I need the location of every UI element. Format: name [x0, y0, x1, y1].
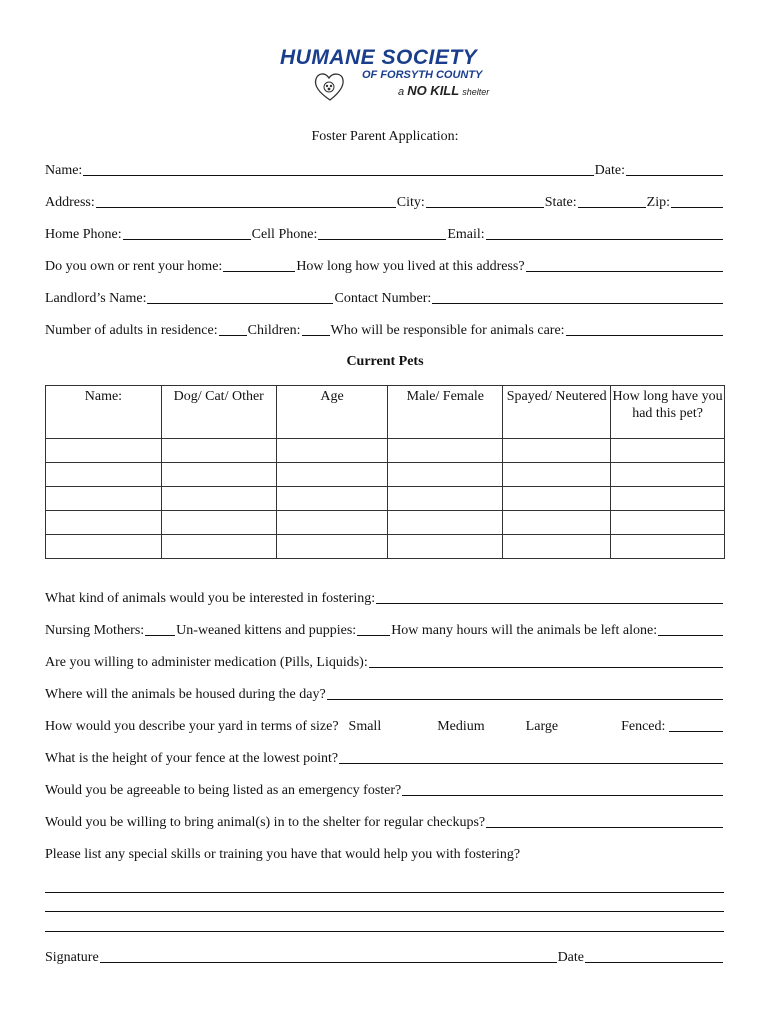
table-cell[interactable]	[503, 487, 611, 511]
row-kind-of-animals	[45, 588, 724, 608]
name-field[interactable]	[83, 175, 593, 176]
table-header-row	[46, 386, 725, 439]
table-cell[interactable]	[276, 511, 388, 535]
cell-phone-field[interactable]	[318, 239, 446, 240]
contact-number-field[interactable]	[432, 303, 723, 304]
children-label: Children:	[247, 323, 301, 338]
city-field[interactable]	[426, 207, 544, 208]
form-title: Foster Parent Application:	[311, 129, 459, 144]
address-field[interactable]	[96, 207, 396, 208]
table-row	[46, 535, 725, 559]
table-cell[interactable]	[611, 463, 725, 487]
kind-of-animals-field[interactable]	[376, 603, 723, 604]
unweaned-label: Un-weaned kittens and puppies:	[176, 623, 357, 638]
current-pets-table	[45, 385, 725, 559]
yard-size-label: How would you describe your yard in terms of size?	[45, 719, 339, 734]
checkups-field[interactable]	[486, 827, 723, 828]
fenced-field[interactable]	[669, 731, 723, 732]
medication-label: Are you willing to administer medication (Pills, Liquids):	[45, 655, 368, 670]
table-cell[interactable]	[388, 511, 503, 535]
table-cell[interactable]	[46, 511, 162, 535]
email-field[interactable]	[486, 239, 723, 240]
home-phone-label: Home Phone:	[45, 227, 122, 242]
table-cell[interactable]	[611, 439, 725, 463]
skills-line-3[interactable]	[45, 931, 724, 932]
cell-phone-label: Cell Phone:	[251, 227, 318, 242]
table-cell[interactable]	[388, 535, 503, 559]
row-name-date	[45, 160, 724, 180]
emergency-label: Would you be agreeable to being listed as an emergency foster?	[45, 783, 402, 798]
landlord-field[interactable]	[147, 303, 333, 304]
table-cell[interactable]	[161, 463, 276, 487]
nursing-mothers-field[interactable]	[145, 635, 175, 636]
table-row	[46, 439, 725, 463]
signature-field[interactable]	[100, 962, 557, 963]
row-own-rent	[45, 256, 724, 276]
table-cell[interactable]	[503, 535, 611, 559]
hours-alone-label: How many hours will the animals be left alone:	[391, 623, 658, 638]
skills-line-2[interactable]	[45, 911, 724, 912]
home-phone-field[interactable]	[123, 239, 251, 240]
table-cell[interactable]	[276, 463, 388, 487]
col-name: Name:	[46, 386, 162, 439]
table-cell[interactable]	[161, 487, 276, 511]
landlord-label: Landlord’s Name:	[45, 291, 147, 306]
skills-label: Please list any special skills or training you have that would help you with fostering?	[45, 847, 521, 862]
housed-label: Where will the animals be housed during the day?	[45, 687, 326, 702]
logo-tagline: a NO KILL shelter	[398, 83, 490, 98]
row-nursing	[45, 620, 724, 640]
zip-field[interactable]	[671, 207, 723, 208]
yard-large-option[interactable]: Large	[525, 719, 559, 734]
fence-height-field[interactable]	[339, 763, 723, 764]
table-cell[interactable]	[503, 511, 611, 535]
logo-subtitle: OF FORSYTH COUNTY	[362, 69, 483, 81]
table-cell[interactable]	[611, 511, 725, 535]
table-cell[interactable]	[388, 487, 503, 511]
address-label: Address:	[45, 195, 95, 210]
responsible-field[interactable]	[566, 335, 723, 336]
signature-date-field[interactable]	[585, 962, 723, 963]
kind-of-animals-label: What kind of animals would you be interested in fostering:	[45, 591, 376, 606]
table-cell[interactable]	[276, 439, 388, 463]
table-cell[interactable]	[276, 487, 388, 511]
row-medication	[45, 652, 724, 672]
row-housed	[45, 684, 724, 704]
col-spayed: Spayed/ Neutered	[503, 386, 611, 439]
row-emergency	[45, 780, 724, 800]
unweaned-field[interactable]	[357, 635, 390, 636]
zip-label: Zip:	[646, 195, 670, 210]
own-rent-label: Do you own or rent your home:	[45, 259, 223, 274]
table-row	[46, 511, 725, 535]
children-field[interactable]	[302, 335, 330, 336]
city-label: City:	[396, 195, 425, 210]
table-cell[interactable]	[503, 463, 611, 487]
signature-label: Signature	[45, 950, 99, 965]
row-fence-height	[45, 748, 724, 768]
current-pets-heading: Current Pets	[346, 354, 424, 369]
skills-line-1[interactable]	[45, 892, 724, 893]
responsible-label: Who will be responsible for animals care:	[330, 323, 565, 338]
row-signature	[45, 947, 724, 967]
emergency-field[interactable]	[402, 795, 723, 796]
adults-label: Number of adults in residence:	[45, 323, 218, 338]
table-row	[46, 463, 725, 487]
table-row	[46, 487, 725, 511]
table-cell[interactable]	[46, 463, 162, 487]
table-cell[interactable]	[161, 535, 276, 559]
checkups-label: Would you be willing to bring animal(s) in to the shelter for regular checkups?	[45, 815, 486, 830]
row-skills	[45, 844, 724, 864]
signature-date-label: Date	[557, 950, 584, 965]
yard-small-option[interactable]: Small	[348, 719, 382, 734]
table-cell[interactable]	[46, 439, 162, 463]
row-address	[45, 192, 724, 212]
humane-society-logo	[280, 46, 495, 106]
table-cell[interactable]	[161, 439, 276, 463]
table-cell[interactable]	[46, 535, 162, 559]
fence-height-label: What is the height of your fence at the lowest point?	[45, 751, 339, 766]
col-age: Age	[276, 386, 388, 439]
name-label: Name:	[45, 163, 83, 178]
table-cell[interactable]	[388, 439, 503, 463]
hours-alone-field[interactable]	[658, 635, 723, 636]
table-cell[interactable]	[276, 535, 388, 559]
state-field[interactable]	[578, 207, 646, 208]
logo-title: HUMANE SOCIETY	[280, 46, 478, 69]
adults-field[interactable]	[219, 335, 247, 336]
row-checkups	[45, 812, 724, 832]
row-phones	[45, 224, 724, 244]
email-label: Email:	[447, 227, 485, 242]
col-sex: Male/ Female	[388, 386, 503, 439]
housed-field[interactable]	[327, 699, 723, 700]
how-long-lived-label: How long how you lived at this address?	[296, 259, 525, 274]
table-cell[interactable]	[388, 463, 503, 487]
date-label: Date:	[594, 163, 625, 178]
date-field[interactable]	[626, 175, 723, 176]
medication-field[interactable]	[369, 667, 723, 668]
row-residents	[45, 320, 724, 340]
col-species: Dog/ Cat/ Other	[161, 386, 276, 439]
col-how-long: How long have you had this pet?	[611, 386, 725, 439]
state-label: State:	[544, 195, 577, 210]
row-yard-size	[45, 716, 724, 736]
yard-medium-option[interactable]: Medium	[437, 719, 485, 734]
table-cell[interactable]	[161, 511, 276, 535]
table-cell[interactable]	[503, 439, 611, 463]
table-cell[interactable]	[611, 535, 725, 559]
table-cell[interactable]	[611, 487, 725, 511]
own-rent-field[interactable]	[223, 271, 295, 272]
table-cell[interactable]	[46, 487, 162, 511]
contact-number-label: Contact Number:	[334, 291, 432, 306]
fenced-label: Fenced:	[621, 719, 666, 734]
how-long-lived-field[interactable]	[526, 271, 723, 272]
row-landlord	[45, 288, 724, 308]
heart-paw-icon	[312, 68, 348, 104]
nursing-mothers-label: Nursing Mothers:	[45, 623, 145, 638]
